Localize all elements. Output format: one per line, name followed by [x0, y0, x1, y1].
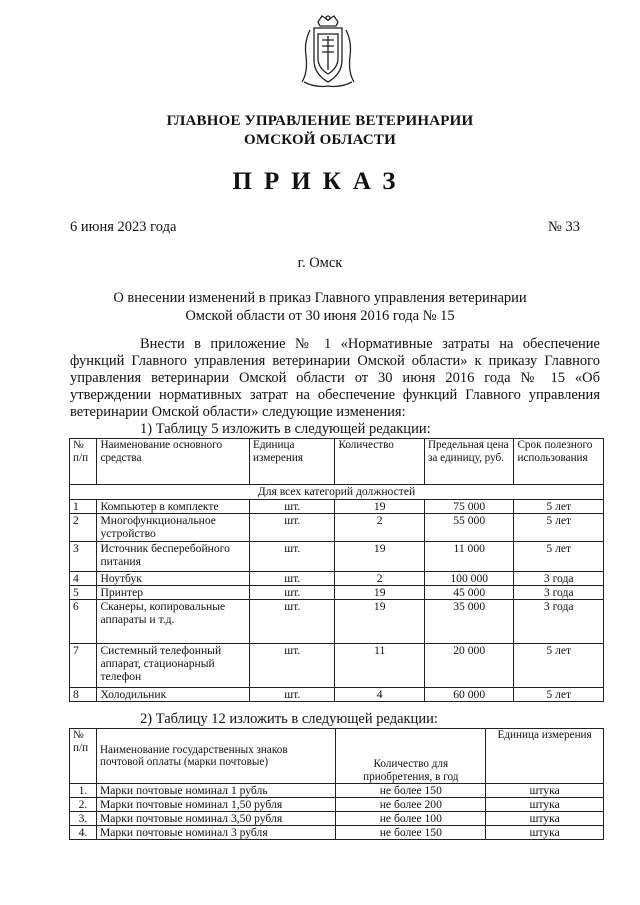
cell-unit: шт. [250, 644, 335, 688]
cell-term: 3 года [514, 600, 604, 644]
table-row [70, 688, 604, 702]
cell-name: Марки почтовые номинал 3,50 рубля [96, 812, 335, 826]
table-row [70, 500, 604, 514]
order-date: 6 июня 2023 года [70, 219, 177, 235]
cell-unit: штука [486, 812, 604, 826]
cell-price: 75 000 [424, 500, 514, 514]
cell-name: Компьютер в комплекте [97, 500, 250, 514]
cell-number: 3 [70, 542, 97, 572]
cell-term: 3 года [514, 586, 604, 600]
cell-unit: шт. [250, 572, 335, 586]
cell-quantity: 4 [335, 688, 425, 702]
organization-name-line1: ГЛАВНОЕ УПРАВЛЕНИЕ ВЕТЕРИНАРИИ [166, 113, 474, 129]
cell-quantity: 19 [335, 586, 425, 600]
cell-number: 1. [70, 784, 97, 798]
cell-quantity: 19 [335, 542, 425, 572]
cell-unit: штука [486, 798, 604, 812]
cell-term: 5 лет [514, 542, 604, 572]
table-12-header-cell: Единица измерения [486, 729, 604, 784]
cell-number: 4. [70, 826, 97, 840]
cell-number: 2. [70, 798, 97, 812]
cell-name: Марки почтовые номинал 3 рубля [96, 826, 335, 840]
table-5-header-cell: Наименование основного средства [97, 439, 250, 485]
cell-quantity: не более 200 [336, 798, 486, 812]
item2-text: 2) Таблицу 12 изложить в следующей редакции: [140, 711, 438, 727]
cell-unit: штука [486, 826, 604, 840]
cell-name: Марки почтовые номинал 1 рубль [96, 784, 335, 798]
cell-quantity: 2 [335, 514, 425, 542]
cell-number: 7 [70, 644, 97, 688]
cell-name: Системный телефонный аппарат, стационарный телефон [97, 644, 250, 688]
cell-quantity: 19 [335, 500, 425, 514]
cell-price: 11 000 [424, 542, 514, 572]
cell-term: 5 лет [514, 500, 604, 514]
table-row [70, 644, 604, 688]
group-row-label: Для всех категорий должностей [70, 485, 604, 500]
cell-unit: шт. [250, 600, 335, 644]
cell-quantity: 2 [335, 572, 425, 586]
table-5-header-row [70, 439, 604, 485]
cell-price: 45 000 [424, 586, 514, 600]
table-row [70, 514, 604, 542]
table-row [70, 826, 604, 840]
table-12-header-row [70, 729, 604, 784]
cell-term: 5 лет [514, 514, 604, 542]
cell-quantity: 11 [335, 644, 425, 688]
table-row [70, 572, 604, 586]
cell-quantity: 19 [335, 600, 425, 644]
cell-unit: шт. [250, 514, 335, 542]
cell-quantity: не более 150 [336, 826, 486, 840]
cell-unit: шт. [250, 586, 335, 600]
cell-price: 35 000 [424, 600, 514, 644]
cell-number: 2 [70, 514, 97, 542]
item1-text: 1) Таблицу 5 изложить в следующей редакции: [140, 421, 431, 437]
document-type-title: ПРИКАЗ [232, 168, 408, 195]
table-row [70, 812, 604, 826]
cell-name: Холодильник [97, 688, 250, 702]
table-12-header-cell: Количество для приобретения, в год [336, 729, 486, 784]
table-5-header-cell: Единица измерения [250, 439, 335, 485]
table-row [70, 586, 604, 600]
subject-line1: О внесении изменений в приказ Главного управления ветеринарии [113, 290, 527, 306]
table-row [70, 542, 604, 572]
cell-number: 1 [70, 500, 97, 514]
table-5-header-cell: № п/п [70, 439, 97, 485]
cell-price: 100 000 [424, 572, 514, 586]
table-row [70, 798, 604, 812]
table-12-header-cell: Наименование государственных знаков почтовой оплаты (марки почтовые) [96, 729, 335, 784]
cell-unit: шт. [250, 688, 335, 702]
cell-term: 3 года [514, 572, 604, 586]
table-5-header-cell: Срок полезного использования [514, 439, 604, 485]
cell-unit: шт. [250, 500, 335, 514]
cell-number: 8 [70, 688, 97, 702]
cell-price: 60 000 [424, 688, 514, 702]
cell-name: Многофункциональное устройство [97, 514, 250, 542]
cell-name: Принтер [97, 586, 250, 600]
cell-number: 4 [70, 572, 97, 586]
subject-line2: Омской области от 30 июня 2016 года № 15 [185, 308, 455, 324]
table-5 [69, 438, 604, 702]
organization-name-line2: ОМСКОЙ ОБЛАСТИ [243, 132, 397, 148]
city: г. Омск [297, 255, 343, 271]
coat-of-arms-emblem [296, 12, 360, 90]
cell-name: Источник бесперебойного питания [97, 542, 250, 572]
cell-quantity: не более 100 [336, 812, 486, 826]
order-number: № 33 [548, 219, 580, 235]
cell-price: 20 000 [424, 644, 514, 688]
cell-price: 55 000 [424, 514, 514, 542]
table-5-header-cell: Количество [335, 439, 425, 485]
main-paragraph: Внести в приложение № 1 «Нормативные затраты на обеспечение функций Главного управления ветеринарии Омской области» к приказу Главного управления ветеринарии Омской области от 30 июня 2016 года № 15 «Об утверждении нормативных затрат на обеспечение функций Главного управления ветеринарии Омской области» следующие изменения: [70, 336, 600, 420]
cell-name: Марки почтовые номинал 1,50 рубля [96, 798, 335, 812]
cell-number: 6 [70, 600, 97, 644]
table-12 [69, 728, 604, 840]
cell-name: Сканеры, копировальные аппараты и т.д. [97, 600, 250, 644]
table-12-header-cell: № п/п [70, 729, 97, 784]
cell-unit: шт. [250, 542, 335, 572]
body-text [70, 336, 600, 438]
table-5-group-row [70, 485, 604, 500]
table-row [70, 784, 604, 798]
table-5-header-cell: Предельная цена за единицу, руб. [424, 439, 514, 485]
cell-unit: штука [486, 784, 604, 798]
table-row [70, 600, 604, 644]
cell-number: 3. [70, 812, 97, 826]
cell-quantity: не более 150 [336, 784, 486, 798]
cell-term: 5 лет [514, 644, 604, 688]
cell-number: 5 [70, 586, 97, 600]
cell-name: Ноутбук [97, 572, 250, 586]
cell-term: 5 лет [514, 688, 604, 702]
